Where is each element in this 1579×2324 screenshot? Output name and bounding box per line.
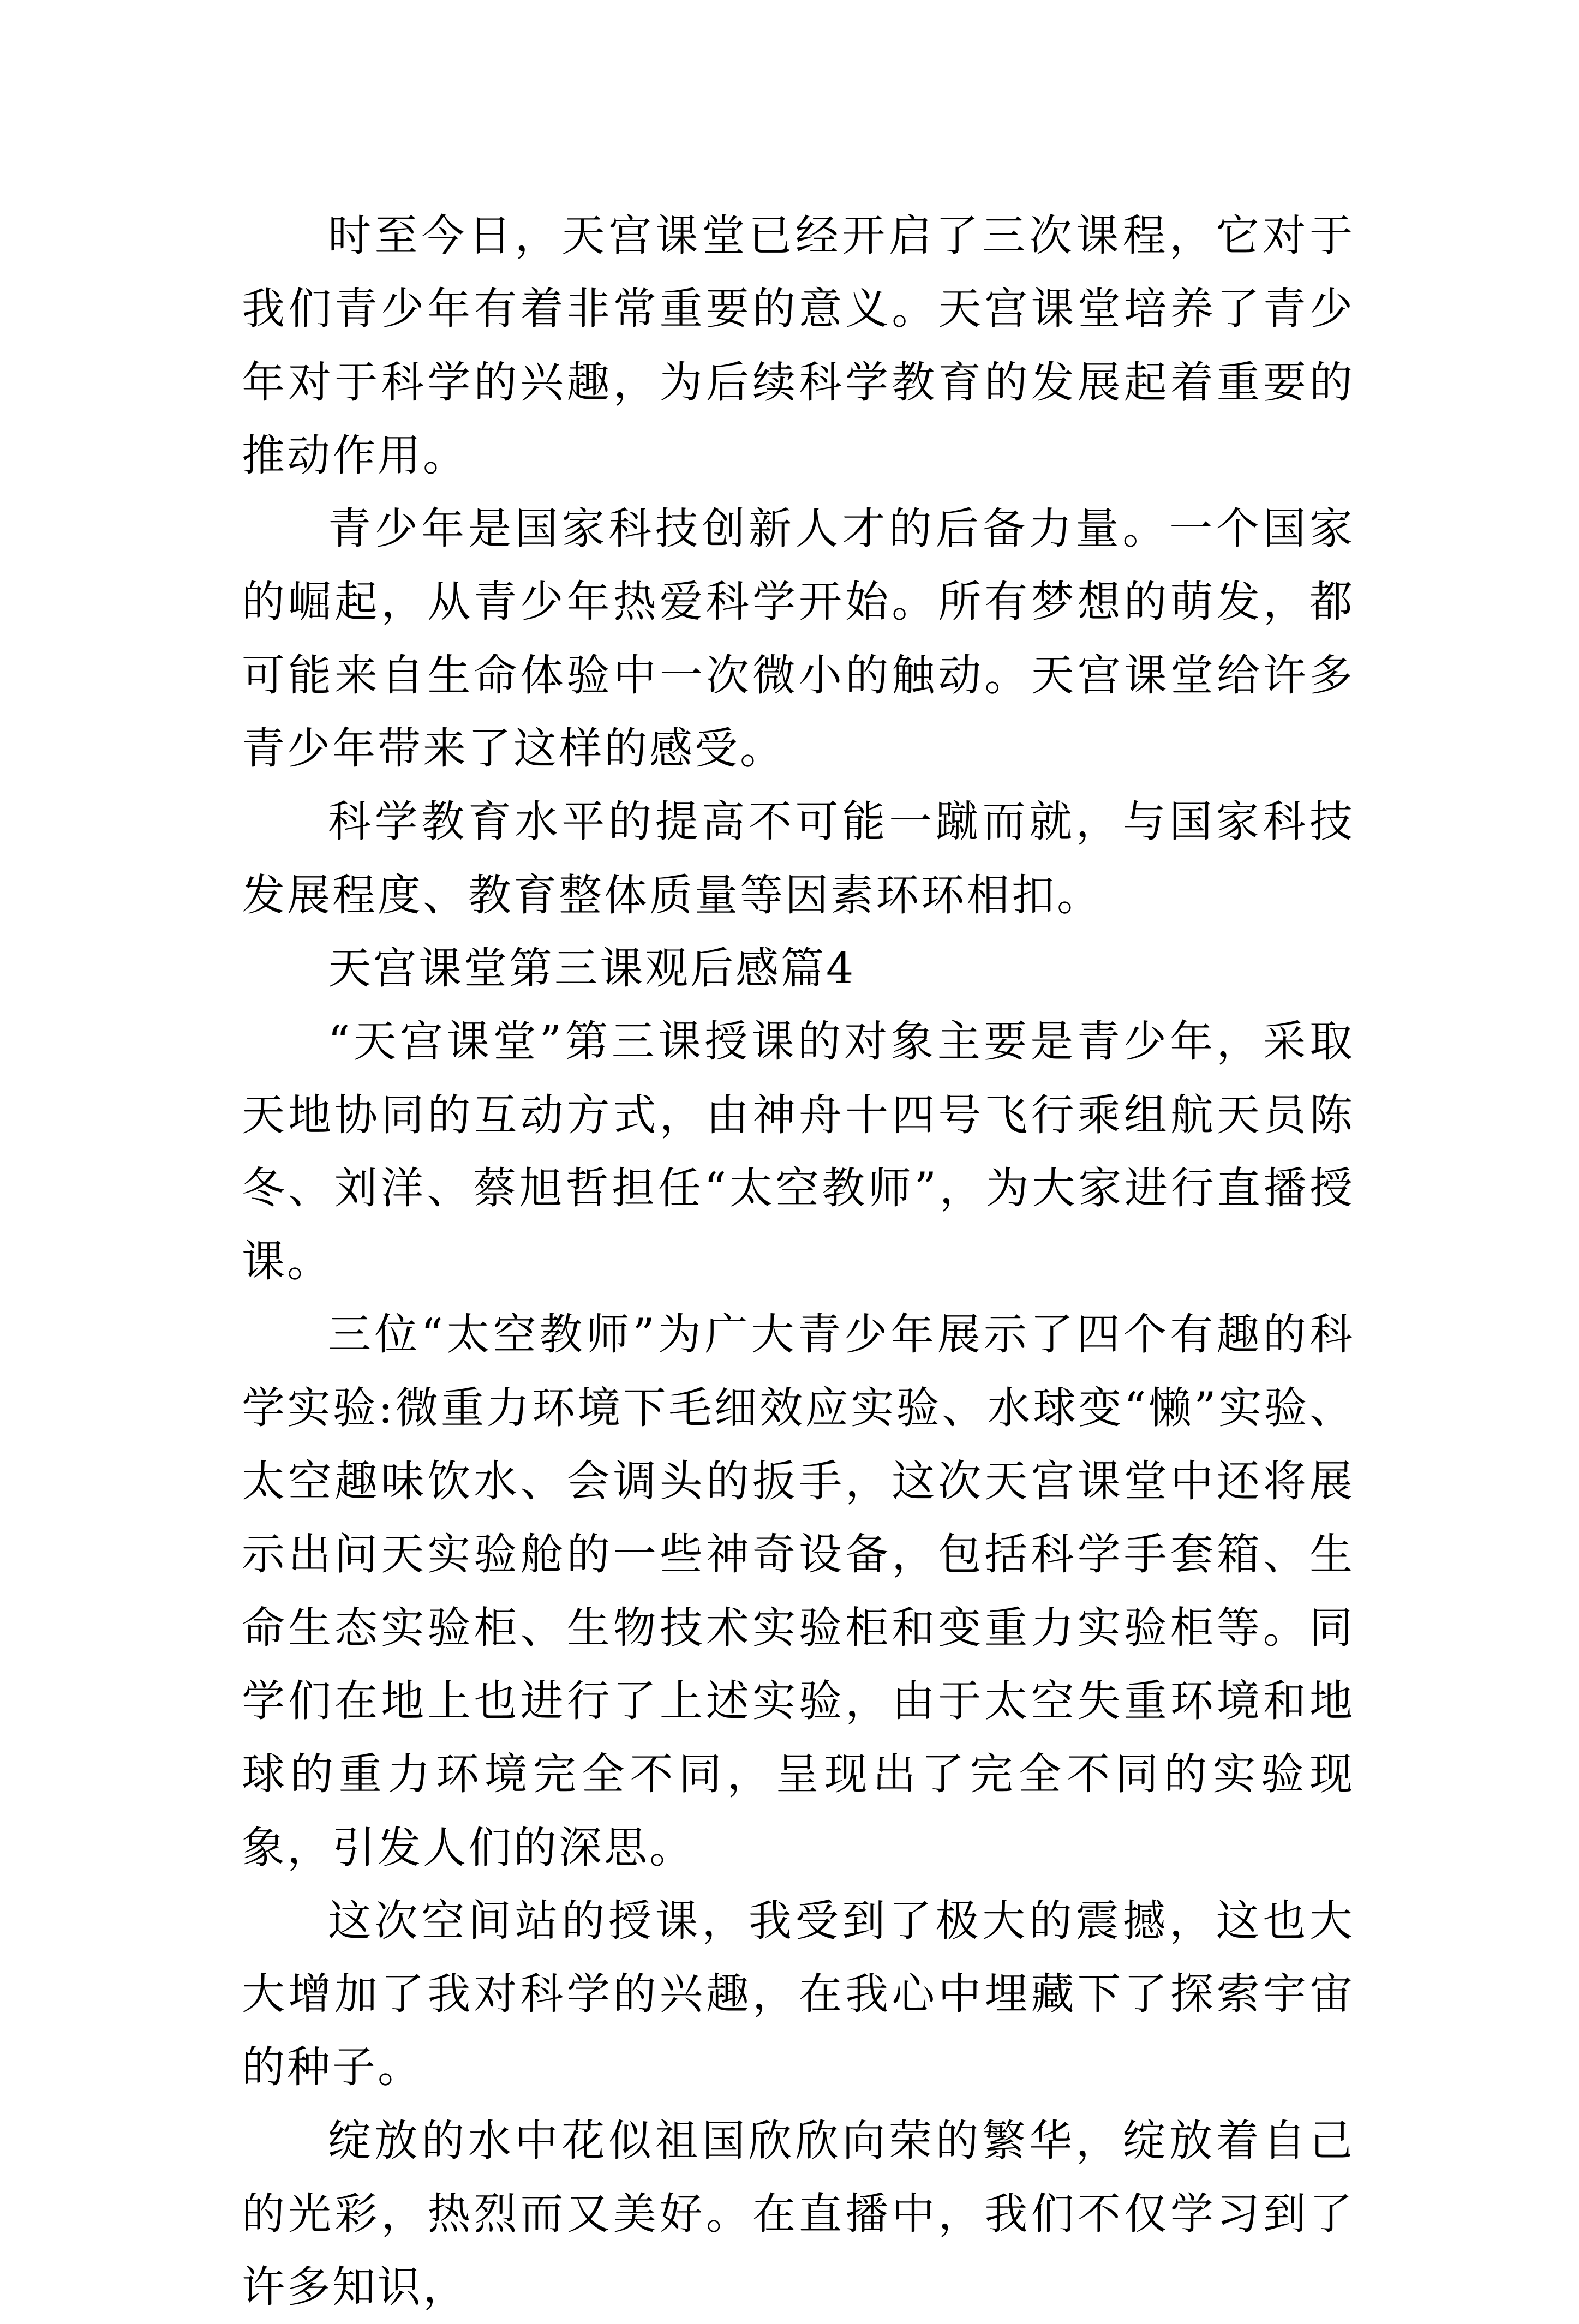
paragraph-7: 这次空间站的授课，我受到了极大的震撼，这也大大增加了我对科学的兴趣，在我心中埋藏下了探索宇宙的种子。	[242, 1895, 1355, 2093]
paragraph-6: 三位“太空教师”为广大青少年展示了四个有趣的科学实验:微重力环境下毛细效应实验、水球变“懒”实验、太空趣味饮水、会调头的扳手，这次天宫课堂中还将展示出问天实验舱的一些神奇设备，包括科学手套箱、生命生态实验柜、生物技术实验柜和变重力实验柜等。同学们在地上也进行了上述实验，由于太空失重环境和地球的重力环境完全不同，呈现出了完全不同的实验现象，引发人们的深思。	[242, 1309, 1355, 1873]
paragraph-2: 青少年是国家科技创新人才的后备力量。一个国家的崛起，从青少年热爱科学开始。所有梦想的萌发，都可能来自生命体验中一次微小的触动。天宫课堂给许多青少年带来了这样的感受。	[242, 504, 1355, 774]
paragraph-3: 科学教育水平的提高不可能一蹴而就，与国家科技发展程度、教育整体质量等因素环环相扣。	[242, 796, 1355, 920]
paragraph-1: 时至今日，天宫课堂已经开启了三次课程，它对于我们青少年有着非常重要的意义。天宫课堂培养了青少年对于科学的兴趣，为后续科学教育的发展起着重要的推动作用。	[242, 211, 1355, 481]
document-body	[242, 199, 1355, 2324]
paragraph-5: “天宫课堂”第三课授课的对象主要是青少年，采取天地协同的互动方式，由神舟十四号飞行乘组航天员陈冬、刘洋、蔡旭哲担任“太空教师”，为大家进行直播授课。	[242, 1016, 1355, 1287]
section-heading: 天宫课堂第三课观后感篇4	[328, 943, 856, 993]
paragraph-8: 绽放的水中花似祖国欣欣向荣的繁华，绽放着自己的光彩，热烈而又美好。在直播中，我们不仅学习到了许多知识，	[242, 2115, 1355, 2313]
